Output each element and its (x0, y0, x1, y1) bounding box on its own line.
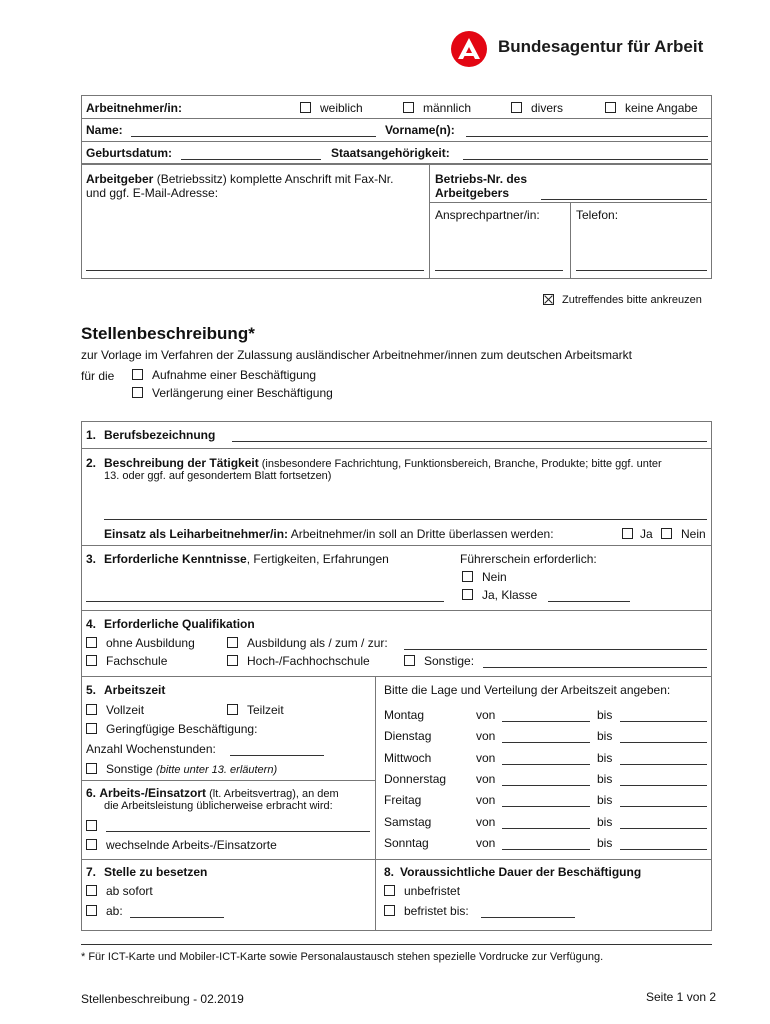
parttime-checkbox[interactable] (227, 704, 238, 715)
qual-training-label: Ausbildung als / zum / zur: (247, 636, 388, 650)
leiharbeit-label (104, 527, 554, 541)
birthdate-field[interactable] (181, 159, 321, 160)
qual-none-label: ohne Ausbildung (106, 636, 195, 650)
start-from-label: ab: (106, 904, 123, 918)
betriebsnr-label-1: Betriebs-Nr. des (435, 172, 528, 186)
qual-other-field[interactable] (483, 667, 707, 668)
license-yes-checkbox[interactable] (462, 589, 473, 600)
from-label: von (476, 815, 496, 829)
license-yes-label: Ja, Klasse (482, 588, 538, 602)
s3-label-rest: , Fertigkeiten, Erfahrungen (246, 552, 389, 566)
changing-workplace-label: wechselnde Arbeits-/Einsatzorte (106, 838, 277, 852)
s2-label-bold: Beschreibung der Tätigkeit (104, 456, 259, 470)
leiharbeit-no-checkbox[interactable] (661, 528, 672, 539)
s6-label (86, 786, 339, 801)
s8-label: Voraussichtliche Dauer der Beschäftigung (400, 865, 642, 879)
agency-logo-icon (451, 31, 487, 67)
license-no-label: Nein (482, 570, 507, 584)
s6-label-2: die Arbeitsleistung üblicherweise erbracht wird: (104, 800, 333, 812)
job-title-field[interactable] (232, 441, 707, 442)
gender-female-checkbox[interactable] (300, 102, 311, 113)
minor-job-label: Geringfügige Beschäftigung: (106, 722, 258, 736)
footnote: * Für ICT-Karte und Mobiler-ICT-Karte sowie Personalaustausch stehen spezielle Vordrucke zur Verfügung. (81, 951, 604, 963)
gender-female-label: weiblich (320, 101, 363, 115)
nationality-label: Staatsangehörigkeit: (331, 146, 450, 160)
license-class-field[interactable] (548, 601, 630, 602)
weekly-hours-label: Anzahl Wochenstunden: (86, 742, 216, 756)
to-label: bis (597, 772, 613, 786)
logo-text: Bundesagentur für Arbeit (498, 37, 704, 56)
employer-label (86, 172, 393, 186)
fulltime-label: Vollzeit (106, 703, 145, 717)
from-label: von (476, 836, 496, 850)
nationality-field[interactable] (463, 159, 708, 160)
purpose-new-checkbox[interactable] (132, 369, 143, 380)
day-label: Mittwoch (384, 751, 432, 765)
changing-workplace-checkbox[interactable] (86, 839, 97, 850)
betriebsnr-label-2: Arbeitgebers (435, 186, 510, 200)
from-time-field[interactable] (502, 785, 590, 786)
other-time-hint: (bitte unter 13. erläutern) (156, 764, 278, 776)
leiharbeit-bold: Einsatz als Leiharbeitnehmer/in: (104, 527, 289, 541)
s2-hint-2: 13. oder ggf. auf gesondertem Blatt fortsetzen) (104, 470, 332, 482)
s3-label (104, 552, 389, 566)
to-label: bis (597, 836, 613, 850)
firstname-field[interactable] (466, 136, 708, 137)
s8-num: 8. (384, 865, 395, 879)
day-label: Dienstag (384, 729, 432, 743)
qual-none-checkbox[interactable] (86, 637, 97, 648)
s4-num: 4. (86, 617, 97, 631)
from-label: von (476, 793, 496, 807)
contact-label: Ansprechpartner/in: (435, 208, 540, 222)
license-label: Führerschein erforderlich: (460, 552, 597, 566)
employer-label-2: und ggf. E-Mail-Adresse: (86, 186, 219, 200)
to-time-field[interactable] (620, 764, 707, 765)
to-time-field[interactable] (620, 806, 707, 807)
gender-male-label: männlich (423, 101, 472, 115)
s2-num: 2. (86, 456, 97, 470)
s5-num: 5. (86, 683, 97, 697)
to-time-field[interactable] (620, 785, 707, 786)
employer-label-rest: (Betriebssitz) komplette Anschrift mit Fax-Nr. (153, 172, 394, 186)
qual-school-label: Fachschule (106, 654, 168, 668)
to-time-field[interactable] (620, 828, 707, 829)
from-time-field[interactable] (502, 849, 590, 850)
to-label: bis (597, 708, 613, 722)
workplace-field[interactable] (106, 831, 370, 832)
other-time-text: Sonstige (106, 762, 153, 776)
other-time-checkbox[interactable] (86, 763, 97, 774)
other-time-label (106, 762, 277, 777)
day-label: Freitag (384, 793, 422, 807)
from-label: von (476, 708, 496, 722)
license-no-checkbox[interactable] (462, 571, 473, 582)
minor-job-checkbox[interactable] (86, 723, 97, 734)
phone-field[interactable] (576, 270, 707, 271)
employee-label: Arbeitnehmer/in: (86, 101, 183, 115)
qual-other-checkbox[interactable] (404, 655, 415, 666)
s6-label-bold: Arbeits-/Einsatzort (99, 786, 207, 800)
start-asap-checkbox[interactable] (86, 885, 97, 896)
name-label: Name: (86, 123, 123, 137)
contact-field[interactable] (435, 270, 563, 271)
leiharbeit-yes-label: Ja (640, 527, 653, 541)
s1-num: 1. (86, 428, 97, 442)
s7-num: 7. (86, 865, 97, 879)
phone-label: Telefon: (576, 208, 619, 222)
subtitle: zur Vorlage im Verfahren der Zulassung ausländischer Arbeitnehmer/innen zum deutschen Arbeitsmarkt (81, 348, 632, 362)
name-field[interactable] (131, 136, 376, 137)
logo (451, 31, 487, 67)
s6-label-rest: (lt. Arbeitsvertrag), an dem (206, 788, 339, 800)
s7-label: Stelle zu besetzen (104, 865, 208, 879)
employer-address-field[interactable] (86, 270, 424, 271)
from-label: von (476, 772, 496, 786)
to-label: bis (597, 751, 613, 765)
day-label: Samstag (384, 815, 432, 829)
firstname-label: Vorname(n): (385, 123, 455, 137)
s3-label-bold: Erforderliche Kenntnisse (104, 552, 247, 566)
hint-text: Zutreffendes bitte ankreuzen (562, 294, 702, 306)
leiharbeit-no-label: Nein (681, 527, 706, 541)
day-label: Donnerstag (384, 772, 447, 786)
workplace-checkbox[interactable] (86, 820, 97, 831)
leiharbeit-rest: Arbeitnehmer/in soll an Dritte überlassen werden: (288, 527, 554, 541)
limited-checkbox[interactable] (384, 905, 395, 916)
page-title: Stellenbeschreibung* (81, 324, 255, 343)
purpose-new-label: Aufnahme einer Beschäftigung (152, 368, 317, 382)
skills-field[interactable] (86, 601, 444, 602)
from-time-field[interactable] (502, 764, 590, 765)
unlimited-checkbox[interactable] (384, 885, 395, 896)
from-time-field[interactable] (502, 742, 590, 743)
fulltime-checkbox[interactable] (86, 704, 97, 715)
footer-right: Seite 1 von 2 (646, 990, 717, 1004)
s3-num: 3. (86, 552, 97, 566)
to-label: bis (597, 815, 613, 829)
purpose-label: für die (81, 369, 115, 383)
footer-left: Stellenbeschreibung - 02.2019 (81, 992, 244, 1006)
qual-university-checkbox[interactable] (227, 655, 238, 666)
s6-num: 6. (86, 786, 97, 800)
s2-label (104, 456, 662, 471)
from-time-field[interactable] (502, 828, 590, 829)
purpose-extend-label: Verlängerung einer Beschäftigung (152, 386, 333, 400)
schedule-title: Bitte die Lage und Verteilung der Arbeitszeit angeben: (384, 683, 671, 697)
from-label: von (476, 729, 496, 743)
start-date-field[interactable] (130, 917, 224, 918)
weekly-hours-field[interactable] (230, 755, 324, 756)
from-label: von (476, 751, 496, 765)
from-time-field[interactable] (502, 806, 590, 807)
s2-hint-1: (insbesondere Fachrichtung, Funktionsbereich, Branche, Produkte; bitte ggf. unter (258, 458, 662, 470)
s1-label: Berufsbezeichnung (104, 428, 216, 442)
gender-male-checkbox[interactable] (403, 102, 414, 113)
qual-university-label: Hoch-/Fachhochschule (247, 654, 370, 668)
gender-none-checkbox[interactable] (605, 102, 616, 113)
leiharbeit-yes-checkbox[interactable] (622, 528, 633, 539)
purpose-extend-checkbox[interactable] (132, 387, 143, 398)
employer-label-bold: Arbeitgeber (86, 172, 154, 186)
limited-date-field[interactable] (481, 917, 575, 918)
start-asap-label: ab sofort (106, 884, 153, 898)
qual-other-label: Sonstige: (424, 654, 475, 668)
gender-diverse-checkbox[interactable] (511, 102, 522, 113)
gender-none-label: keine Angabe (625, 101, 698, 115)
day-label: Montag (384, 708, 425, 722)
to-time-field[interactable] (620, 721, 707, 722)
s4-label: Erforderliche Qualifikation (104, 617, 255, 631)
birthdate-label: Geburtsdatum: (86, 146, 173, 160)
job-description-field[interactable] (104, 519, 707, 520)
example-checked-box (543, 294, 554, 305)
betriebsnr-field[interactable] (541, 199, 707, 200)
to-label: bis (597, 793, 613, 807)
start-from-checkbox[interactable] (86, 905, 97, 916)
unlimited-label: unbefristet (404, 884, 461, 898)
to-label: bis (597, 729, 613, 743)
from-time-field[interactable] (502, 721, 590, 722)
qual-training-field[interactable] (404, 649, 707, 650)
s5-label: Arbeitszeit (104, 683, 166, 697)
to-time-field[interactable] (620, 742, 707, 743)
parttime-label: Teilzeit (247, 703, 284, 717)
limited-label: befristet bis: (404, 904, 469, 918)
day-label: Sonntag (384, 836, 429, 850)
qual-training-checkbox[interactable] (227, 637, 238, 648)
gender-diverse-label: divers (531, 101, 564, 115)
qual-school-checkbox[interactable] (86, 655, 97, 666)
to-time-field[interactable] (620, 849, 707, 850)
